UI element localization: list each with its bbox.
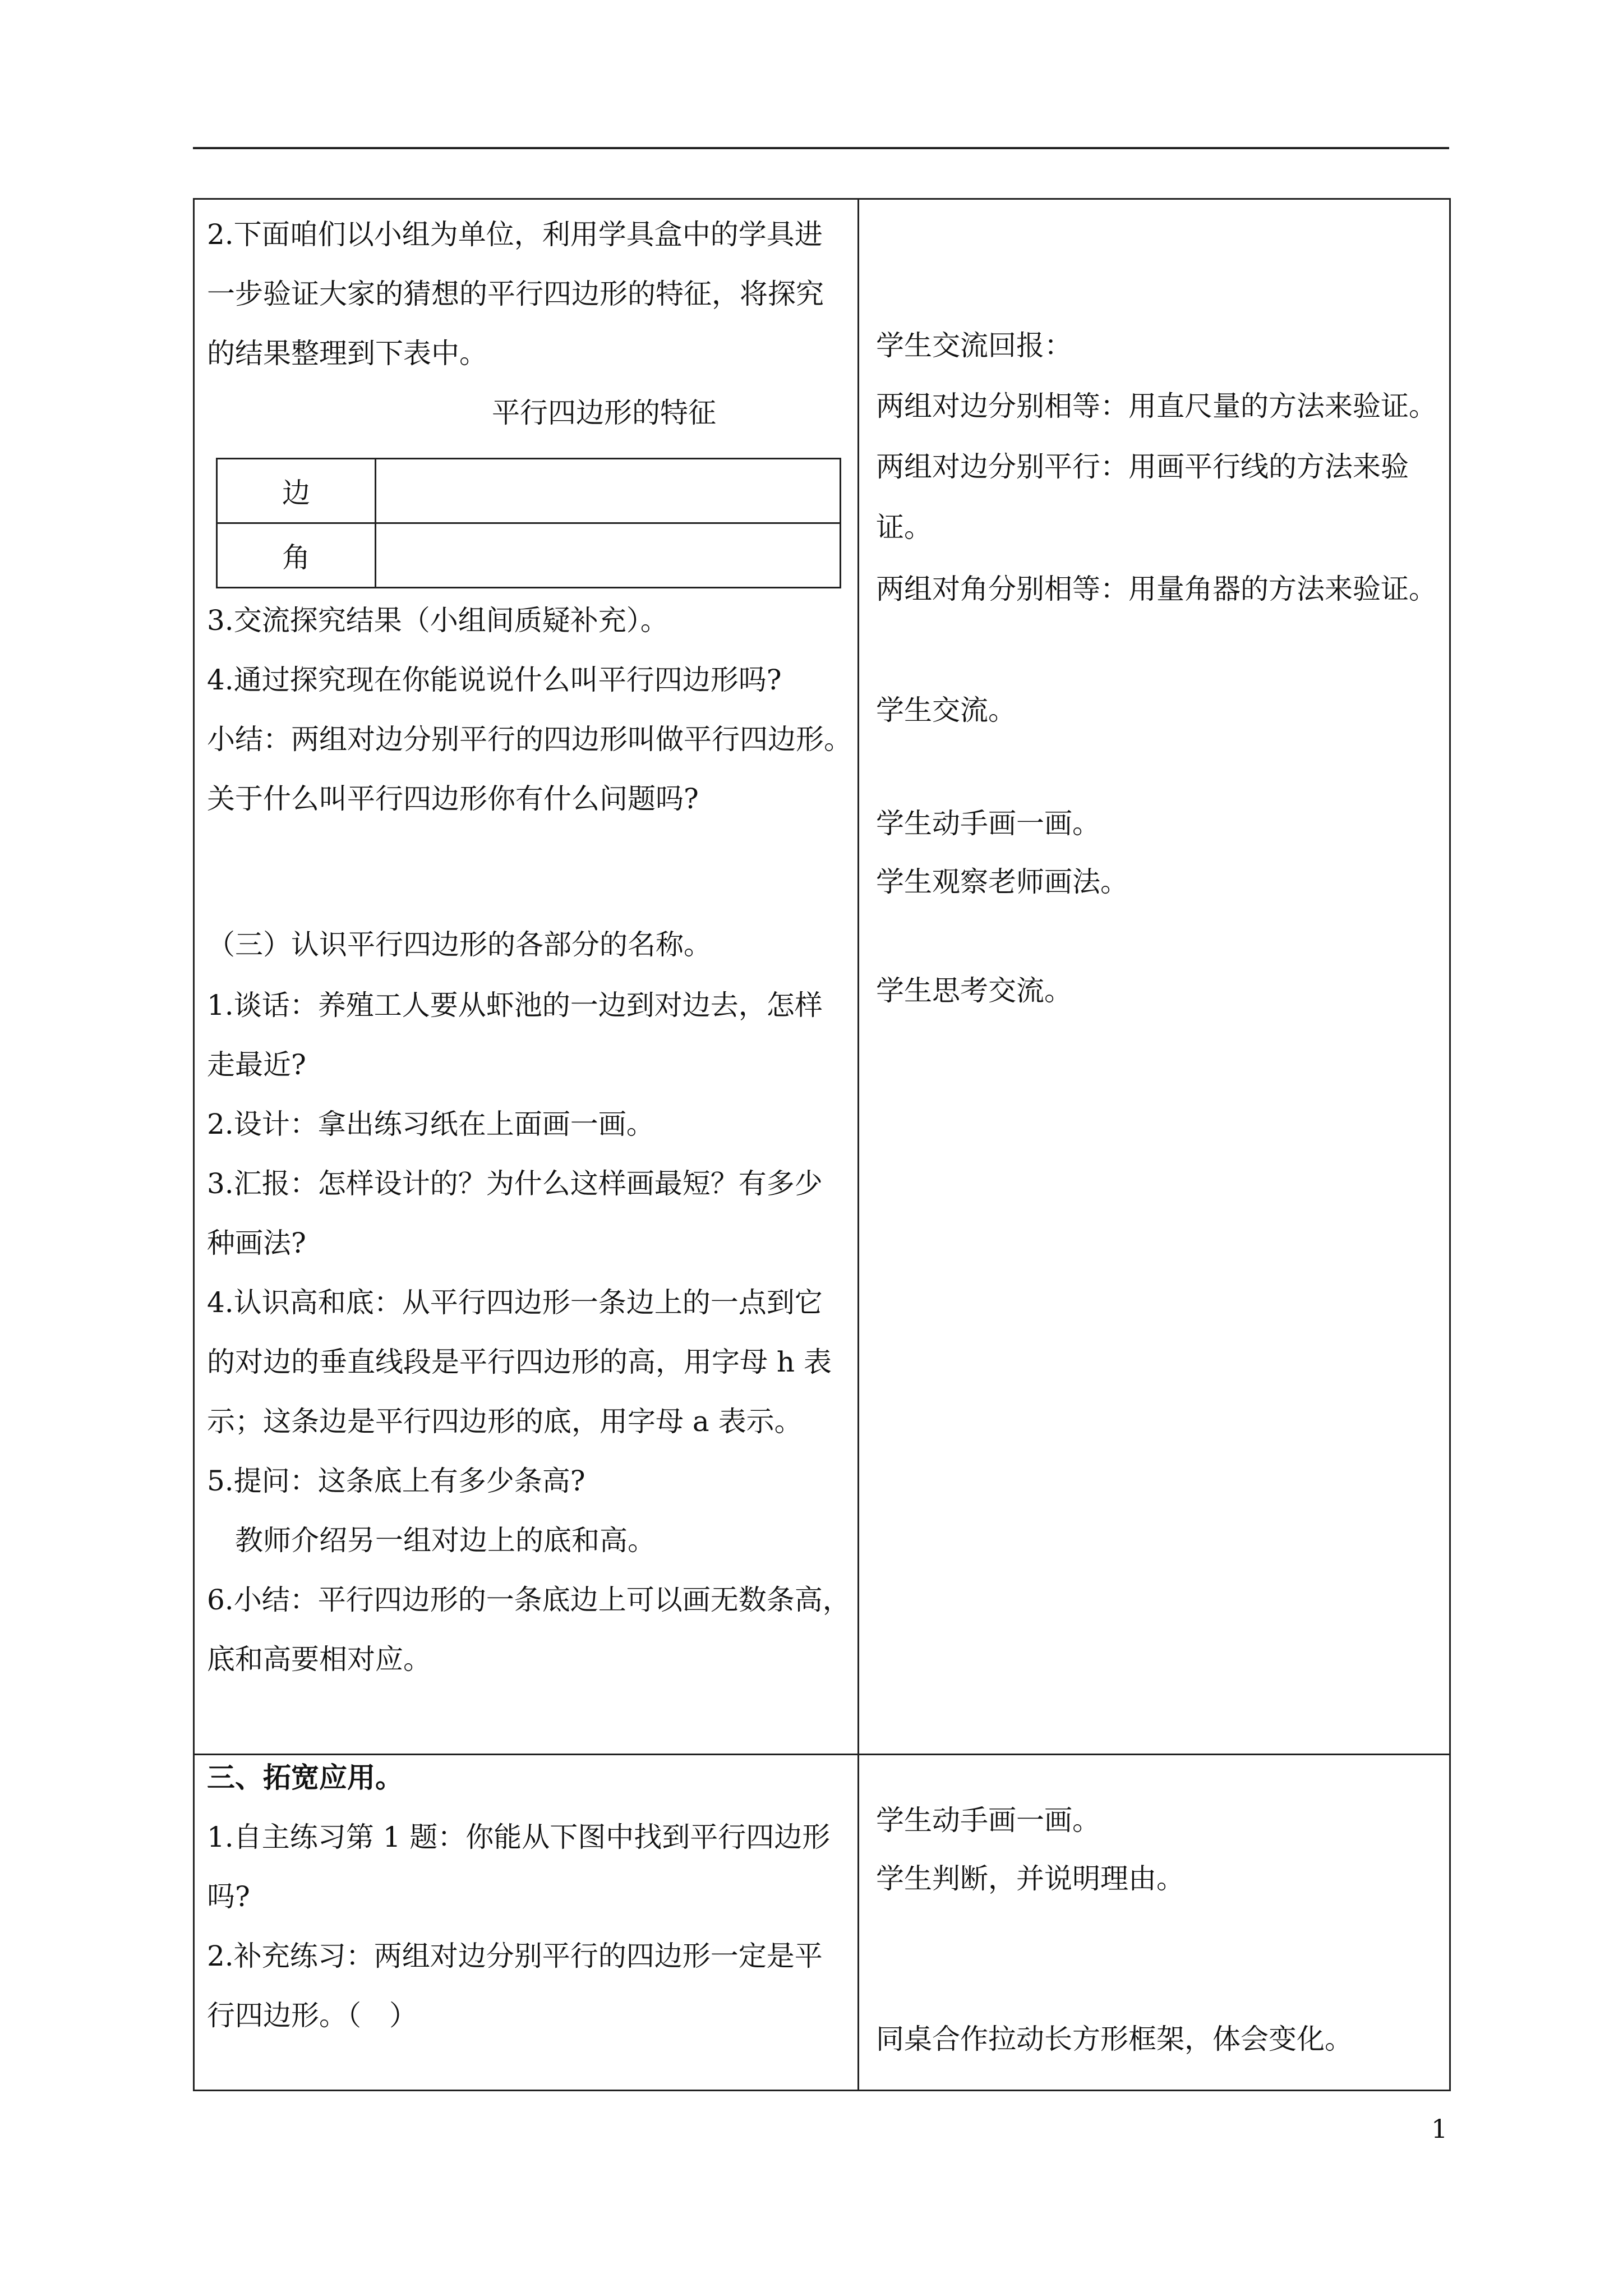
text-line: 小结：两组对边分别平行的四边形叫做平行四边形。 bbox=[207, 723, 852, 756]
section-heading: 三、拓宽应用。 bbox=[207, 1761, 403, 1794]
text-line: 的结果整理到下表中。 bbox=[207, 337, 487, 370]
teacher-activity-cell bbox=[195, 1755, 859, 2090]
text-line: 的对边的垂直线段是平行四边形的高，用字母 h 表 bbox=[207, 1346, 832, 1378]
text-line: 4.通过探究现在你能说说什么叫平行四边形吗? bbox=[207, 664, 782, 696]
text-line: 学生交流回报： bbox=[876, 329, 1072, 362]
lesson-table bbox=[193, 198, 1451, 2091]
feature-value-side bbox=[376, 459, 841, 523]
text-line: 学生判断，并说明理由。 bbox=[876, 1862, 1184, 1895]
text-line: 两组对边分别平行：用画平行线的方法来验 bbox=[876, 450, 1409, 483]
text-line: 一步验证大家的猜想的平行四边形的特征，将探究 bbox=[207, 278, 824, 310]
text-line: 行四边形。（ ） bbox=[207, 1999, 417, 2032]
lesson-row-application bbox=[195, 1754, 1449, 2090]
text-line: 学生动手画一画。 bbox=[876, 1804, 1100, 1837]
text-line: 1.自主练习第 1 题：你能从下图中找到平行四边形 bbox=[207, 1821, 831, 1853]
text-line: 6.小结：平行四边形的一条底边上可以画无数条高， bbox=[207, 1584, 851, 1616]
feature-label-angle: 角 bbox=[217, 523, 376, 588]
text-line: 2.下面咱们以小组为单位，利用学具盒中的学具进 bbox=[207, 218, 823, 251]
header-rule bbox=[193, 147, 1449, 149]
text-line: 底和高要相对应。 bbox=[207, 1643, 431, 1676]
feature-table bbox=[216, 458, 841, 588]
feature-value-angle bbox=[376, 523, 841, 588]
feature-label-side: 边 bbox=[217, 459, 376, 523]
student-activity-cell bbox=[859, 200, 1449, 1754]
text-line: 5.提问：这条底上有多少条高? bbox=[207, 1465, 585, 1497]
text-line: 学生思考交流。 bbox=[876, 974, 1072, 1007]
text-line: 4.认识高和底：从平行四边形一条边上的一点到它 bbox=[207, 1286, 823, 1319]
text-line: 2.设计：拿出练习纸在上面画一画。 bbox=[207, 1108, 654, 1140]
text-line: 两组对边分别相等：用直尺量的方法来验证。 bbox=[876, 390, 1437, 422]
feature-row bbox=[217, 523, 841, 588]
lesson-row-exploration bbox=[195, 200, 1449, 1754]
text-line: 同桌合作拉动长方形框架，体会变化。 bbox=[876, 2023, 1353, 2055]
feature-row bbox=[217, 459, 841, 523]
text-line: 两组对角分别相等：用量角器的方法来验证。 bbox=[876, 573, 1437, 605]
student-activity-cell bbox=[859, 1755, 1449, 2090]
text-line: 学生动手画一画。 bbox=[876, 807, 1100, 840]
text-line: 吗? bbox=[207, 1880, 250, 1913]
text-line: 1.谈话：养殖工人要从虾池的一边到对边去，怎样 bbox=[207, 989, 823, 1022]
text-line: 走最近? bbox=[207, 1048, 306, 1081]
text-line: 2.补充练习：两组对边分别平行的四边形一定是平 bbox=[207, 1940, 823, 1972]
page-number: 1 bbox=[1431, 2114, 1448, 2144]
text-line: 学生观察老师画法。 bbox=[876, 866, 1128, 898]
text-line: 证。 bbox=[876, 511, 932, 544]
text-line: 示；这条边是平行四边形的底，用字母 a 表示。 bbox=[207, 1405, 803, 1438]
text-line: 学生交流。 bbox=[876, 694, 1016, 726]
teacher-activity-cell: 2.下面咱们以小组为单位，利用学具盒中的学具进 一步验证大家的猜想的平行四边形的特征，将探究 的结果整理到下表中。 平行四边形的特征 边 角 3.交流探究结果（小组间质疑补充）。 4.通过探究现在你能说说什么叫平行四边形吗? 小结：两组对边分别平行的四边形叫做平行四边形。 关于什么叫平行四边形你有什么问题吗? （三）认识平行四边形的各部分的名称。 1.谈话：养殖工人要从虾池的一边到对边去，怎样 走最近? 2.设计：拿出练习纸在上面画一画。 3.汇报：怎样设计的？为什么这样画最短？有多少 种画法? 4.认识高和底：从平行四边形一条边上的一点到它 的对边的垂直线段是平行四边形的高，用字母 h 表 示；这条边是平行四边形的底，用字母 a 表示。 5.提问：这条底上有多少条高? 教师介绍另一组对边上的底和高。 6.小结：平行四边形的一条底边上可以画无数条高， 底和高要相对应。 bbox=[195, 200, 859, 1754]
text-line: 关于什么叫平行四边形你有什么问题吗? bbox=[207, 783, 699, 815]
text-line: 种画法? bbox=[207, 1227, 306, 1259]
subsection-heading: （三）认识平行四边形的各部分的名称。 bbox=[207, 928, 712, 961]
text-line: 3.交流探究结果（小组间质疑补充）。 bbox=[207, 604, 668, 637]
text-line: 教师介绍另一组对边上的底和高。 bbox=[235, 1524, 656, 1557]
text-line: 3.汇报：怎样设计的？为什么这样画最短？有多少 bbox=[207, 1167, 823, 1200]
